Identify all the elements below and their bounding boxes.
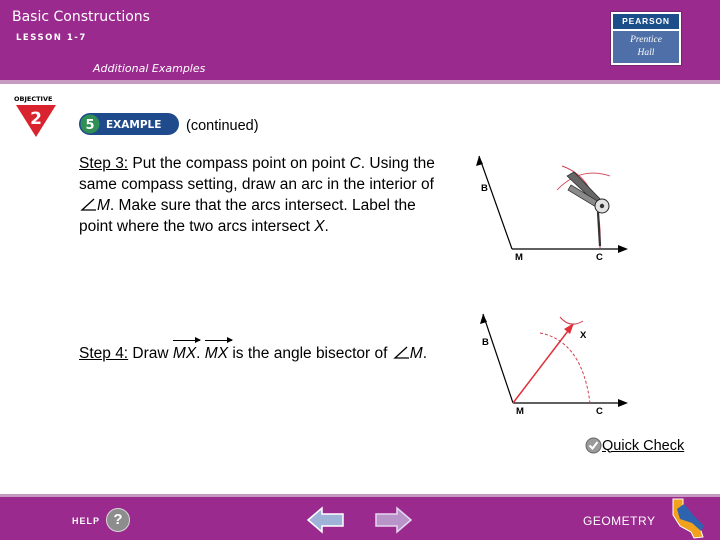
forward-arrow-icon[interactable] [373, 506, 413, 534]
compass-icon [567, 172, 609, 246]
ray-mb [483, 314, 513, 403]
pearson-logo-bottom [613, 31, 679, 63]
label-b: B [482, 337, 489, 348]
intersect-arc [560, 317, 583, 324]
arc-from-m [562, 166, 600, 248]
objective-label: OBJECTIVE [14, 95, 53, 103]
logo-line-2: Hall [637, 48, 655, 58]
ray-mb [479, 156, 512, 249]
label-b: B [481, 183, 488, 194]
back-arrow-icon[interactable] [306, 506, 346, 534]
step-4-label: Step 4: [79, 345, 129, 362]
point-c: C [349, 155, 361, 172]
step-3-part: Put the compass point on point [128, 155, 350, 172]
example-number: 5 [85, 118, 95, 133]
example-label: EXAMPLE [106, 119, 162, 131]
help-icon[interactable]: ? [106, 508, 130, 532]
pearson-logo-top: PEARSON [613, 14, 679, 29]
quick-check-icon [585, 437, 602, 454]
step-4-part: is the angle bisector of [228, 345, 392, 362]
step-4-part: . [422, 345, 427, 362]
help-label: HELP [72, 516, 101, 526]
ray-mc-arrow [618, 399, 628, 407]
angle-icon [79, 198, 97, 212]
label-m: M [515, 252, 523, 263]
step-3-part: . [324, 218, 329, 235]
ray-mx: MX [172, 345, 197, 362]
vertex-m: M [409, 345, 423, 362]
pearson-logo [610, 11, 682, 66]
california-map-icon [668, 497, 708, 540]
page-title: Basic Constructions [12, 9, 150, 25]
step-4-text [79, 343, 439, 364]
quick-check-label: Quick Check [602, 437, 685, 454]
objective-badge-icon [12, 94, 64, 140]
step-3-part: . Using the same compass setting, draw an arc in the interior of [79, 155, 435, 193]
bisector-ray-mx [513, 327, 571, 403]
logo-line-1: Prentice [630, 35, 662, 45]
label-m: M [516, 406, 524, 417]
step-4-part: . [196, 345, 205, 362]
header-divider [0, 80, 720, 84]
step-4-part: Draw [128, 345, 173, 362]
objective-number: 2 [30, 109, 42, 129]
point-x: X [314, 218, 325, 235]
ray-mc-arrow [618, 245, 628, 253]
label-x: X [580, 330, 587, 341]
angle-icon [392, 346, 410, 360]
label-c: C [596, 252, 603, 263]
step-3-part: . Make sure that the arcs intersect. Label the point where the two arcs intersect [79, 197, 416, 235]
vertex-m: M [97, 197, 110, 214]
lesson-label: LESSON 1-7 [16, 33, 87, 43]
section-subtitle: Additional Examples [93, 62, 206, 75]
step-3-label: Step 3: [79, 155, 129, 172]
example-badge-icon [79, 113, 179, 135]
step-4-diagram [470, 305, 630, 425]
ray-mx: MX [204, 345, 229, 362]
continued-label: (continued) [186, 118, 259, 134]
step-3-text [79, 153, 439, 237]
footer-divider [0, 494, 720, 497]
construction-arc [540, 333, 590, 403]
step-3-diagram [470, 148, 630, 268]
quick-check-link[interactable] [585, 437, 684, 454]
subject-label: GEOMETRY [583, 514, 656, 528]
label-c: C [596, 406, 603, 417]
